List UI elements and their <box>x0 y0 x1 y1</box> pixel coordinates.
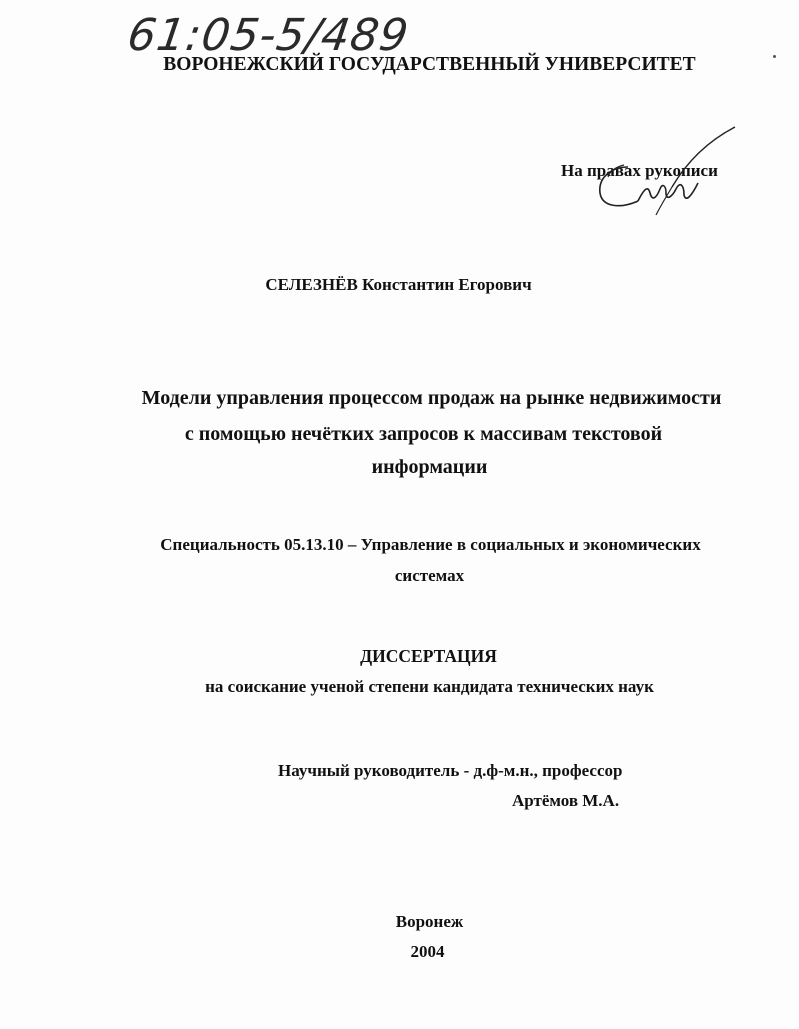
university-name: ВОРОНЕЖСКИЙ ГОСУДАРСТВЕННЫЙ УНИВЕРСИТЕТ <box>163 54 696 75</box>
archive-number-handwritten: 61:05-5/489 <box>124 10 413 61</box>
specialty-line-2: системах <box>394 566 465 585</box>
supervisor-title: Научный руководитель - д.ф-м.н., профессор <box>278 761 623 780</box>
specialty-line-1: Специальность 05.13.10 – Управление в социальных и экономических <box>160 535 701 554</box>
city: Воронеж <box>395 912 464 931</box>
manuscript-rights-label: На правах рукописи <box>561 161 718 180</box>
signature-mark <box>590 115 760 240</box>
title-line-2: с помощью нечётких запросов к массивам текстовой <box>184 423 663 445</box>
document-type-heading: ДИССЕРТАЦИЯ <box>360 646 497 666</box>
degree-statement: на соискание ученой степени кандидата технических наук <box>205 677 654 696</box>
author-name: СЕЛЕЗНЁВ Константин Егорович <box>265 275 532 294</box>
title-line-1: Модели управления процессом продаж на рынке недвижимости <box>141 387 722 409</box>
supervisor-name: Артёмов М.А. <box>512 791 620 810</box>
title-line-3: информации <box>371 456 488 478</box>
year: 2004 <box>410 942 445 961</box>
